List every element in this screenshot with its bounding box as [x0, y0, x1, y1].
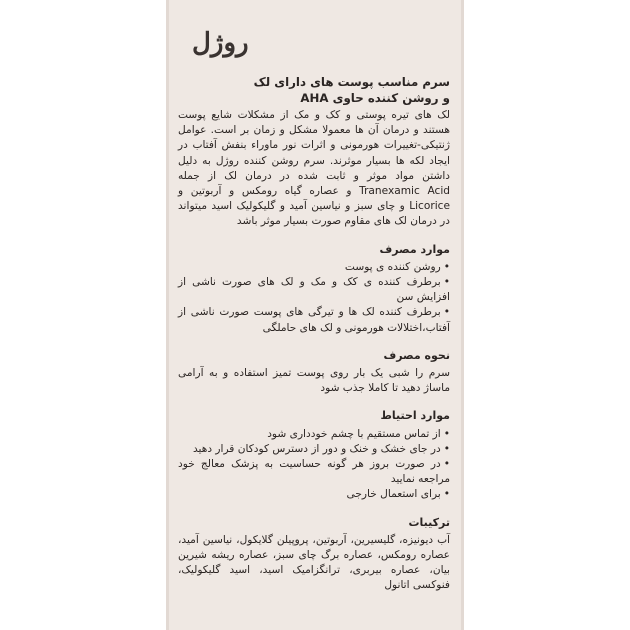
- list-item: • روشن کننده ی پوست: [178, 260, 450, 275]
- ingredients-heading: ترکیبات: [408, 515, 450, 529]
- brand-logo: روژل: [192, 28, 249, 58]
- list-item: • برطرف کننده ی کک و مک و لک های صورت ناشی از افزایش سن: [178, 275, 450, 305]
- usage-heading: نحوه مصرف: [383, 348, 450, 362]
- intro-paragraph: لک های تیره پوستی و کک و مک از مشکلات شایع پوست هستند و درمان آن ها معمولا مشکل و زمان بر است. عوامل ژنتیکی-تغییرات هورمونی و اثرات نور ماوراء بنفش آفتاب در ایجاد لکه ها بسیار موثرند. سرم روشن کننده روژل به دلیل داشتن مواد موثر و ثابت شده در درمان لک از جمله Tranexamic Acid و عصاره گیاه رومکس و آربوتین و Licorice و چای سبز و نیاسین آمید و گلیکولیک اسید میتواند در درمان لک های مقاوم صورت بسیار موثر باشد: [178, 109, 450, 228]
- panel-left-edge: [166, 0, 169, 630]
- product-title: [178, 74, 450, 106]
- uses-heading: موارد مصرف: [379, 242, 450, 256]
- panel-right-edge: [461, 0, 464, 630]
- precautions-heading: موارد احتیاط: [380, 409, 450, 423]
- title-line-2: و روشن کننده حاوی AHA: [300, 91, 450, 105]
- list-item: • برای استعمال خارجی: [178, 487, 450, 502]
- list-item: • برطرف کننده لک ها و تیرگی های پوست صورت ناشی از آفتاب،اختلالات هورمونی و لک های حاملگی: [178, 305, 450, 335]
- list-item: • در جای خشک و خنک و دور از دسترس کودکان قرار دهید: [178, 442, 450, 457]
- list-item: • در صورت بروز هر گونه حساسیت به پزشک معالج خود مراجعه نمایید: [178, 457, 450, 487]
- title-line-1: سرم مناسب پوست های دارای لک: [253, 75, 450, 89]
- precautions-list: [178, 427, 450, 503]
- label-text-area: [178, 28, 450, 628]
- ingredients-text: آب دیونیزه، گلیسیرین، آربوتین، پروپیلن گلایکول، نیاسین آمید، عصاره رومکس، عصاره برگ چای سبز، عصاره ریشه شیرین بیان، عصاره بیربری، ترانگزامیک اسید، اسید گلیکولیک، فنوکسی اتانول: [178, 533, 450, 592]
- usage-text: سرم را شبی یک بار روی پوست تمیز استفاده و به آرامی ماساژ دهید تا کاملا جذب شود: [178, 367, 450, 395]
- uses-list: [178, 260, 450, 336]
- list-item: • از تماس مستقیم با چشم خودداری شود: [178, 427, 450, 442]
